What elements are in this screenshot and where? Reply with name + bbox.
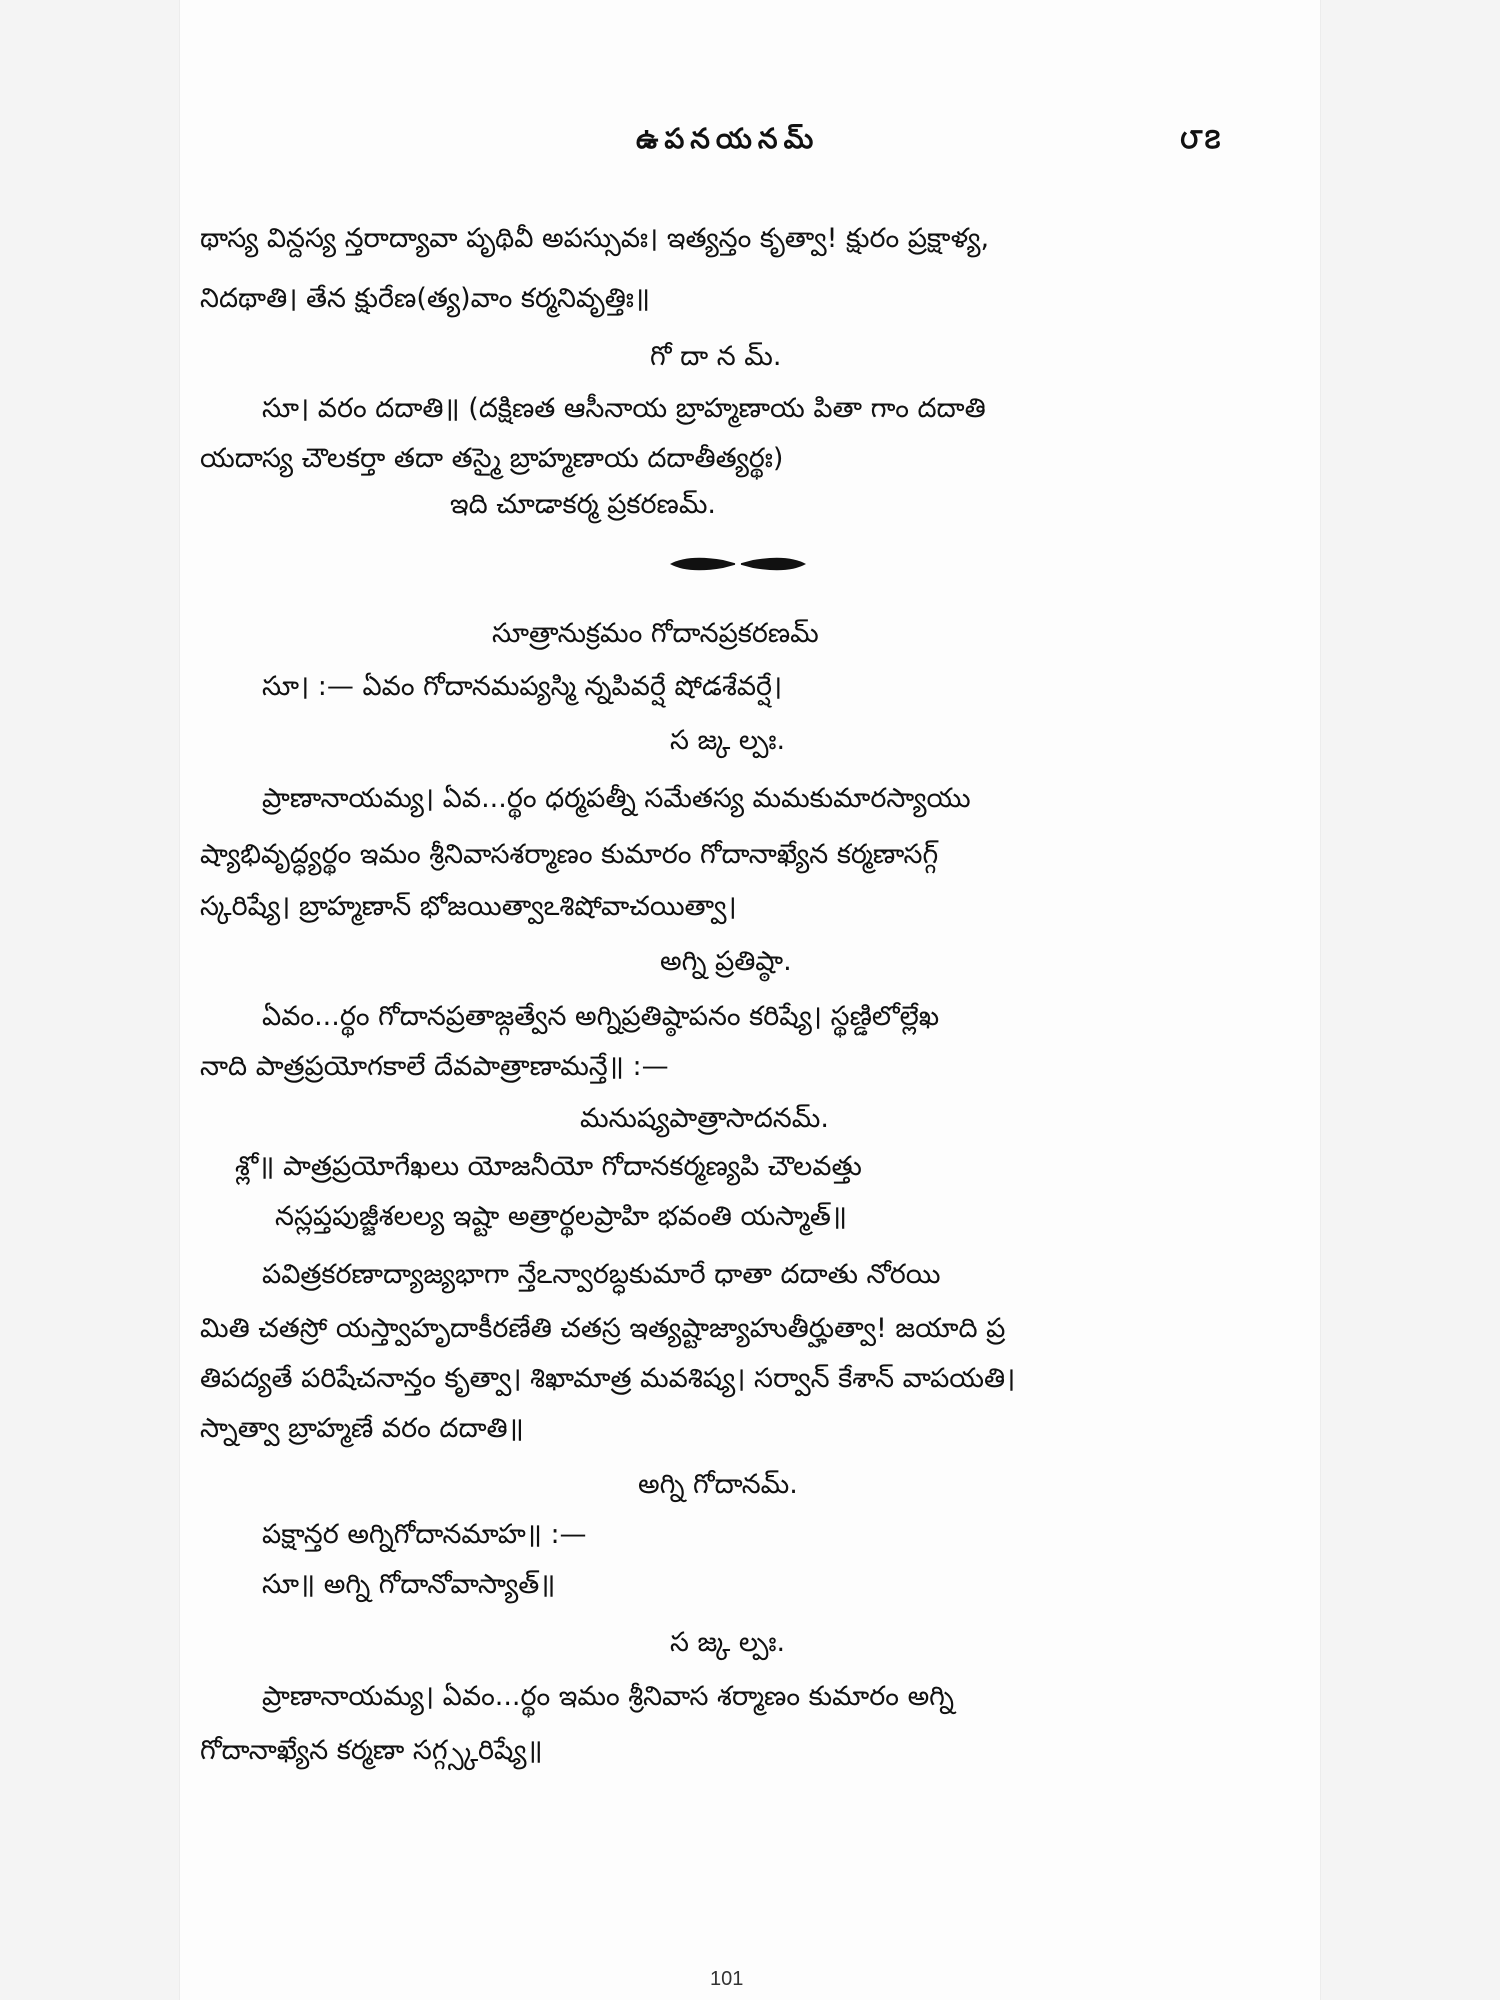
section-heading: మనుష్యపాత్రాసాదనమ్.	[580, 1103, 829, 1134]
text-line: సూ। వరం దదాతి॥ (దక్షిణత ఆసీనాయ బ్రాహ్మణాయ పితా గాం దదాతి	[262, 393, 986, 424]
sutra-line: సూ॥ అగ్ని గోదానోవాస్యాత్॥	[262, 1569, 556, 1600]
running-header-page-code: ౮౭	[1180, 122, 1223, 155]
ornament-divider	[668, 552, 808, 576]
text-line: పక్షాన్తర అగ్నిగోదానమాహ॥ :—	[262, 1519, 587, 1550]
text-line: స్నాత్వా బ్రాహ్మణే వరం దదాతి॥	[200, 1413, 524, 1444]
sloka-line: శ్లో॥ పాత్రప్రయోగేఖలు యోజనీయో గోదానకర్మణ్యపి చౌలవత్తు	[235, 1151, 862, 1182]
section-heading: స జ్క ల్పః.	[670, 725, 786, 756]
text-line: ష్యాభివృద్ధ్యర్థం ఇమం శ్రీనివాసశర్మాణం కుమారం గోదానాఖ్యేన కర్మణాసగ్గ్	[200, 839, 939, 870]
text-line: నాది పాత్రప్రయోగకాలే దేవపాత్రాణామన్తే॥ :—	[200, 1051, 669, 1082]
text-line: నిదథాతి। తేన క్షురేణ(త్య)వాం కర్మనివృత్తిః॥	[200, 283, 651, 314]
text-line: యదాస్య చౌలకర్తా తదా తస్మై బ్రాహ్మణాయ దదాతీత్యర్థః)	[200, 443, 784, 474]
section-heading: స జ్క ల్పః.	[670, 1627, 786, 1658]
sloka-line: నస్లప్తపుజ్జీశలల్య ఇష్టా అత్రార్థలప్రాహి భవంతి యస్మాత్॥	[275, 1201, 848, 1232]
text-line: గోదానాఖ్యేన కర్మణా సగ్గ్స్కరిష్యే॥	[200, 1735, 543, 1766]
section-heading: అగ్ని గోదానమ్.	[638, 1469, 798, 1500]
text-line: ఏవం...ర్థం గోదానప్రతాజ్గత్వేన అగ్నిప్రతిష్ఠాపనం కరిష్యే। స్థణ్డిలోల్లేఖ	[262, 1001, 940, 1032]
running-header-title: ఉపనయనమ్	[636, 122, 820, 155]
text-line: తిపద్యతే పరిషేచనాన్తం కృత్వా। శిఖామాత్ర మవశిష్య। సర్వాన్ కేశాన్ వాపయతి।	[200, 1363, 1016, 1394]
text-line: ప్రాణానాయమ్య। ఏవం...ర్థం ఇమం శ్రీనివాస శర్మాణం కుమారం అగ్ని	[262, 1681, 954, 1712]
book-page	[180, 0, 1320, 2000]
section-heading: సూత్రానుక్రమం గోదానప్రకరణమ్	[492, 618, 819, 649]
text-line: స్కరిష్యే। బ్రాహ్మణాన్ భోజయిత్వాఽశిషోవాచయిత్వా।	[200, 891, 737, 922]
text-line: ప్రాణానాయమ్య। ఏవ...ర్థం ధర్మపత్నీ సమేతస్య మమకుమారస్యాయు	[262, 783, 971, 814]
text-line: మితి చతస్రో యస్త్వాహృదాకీరణేతి చతస్ర ఇత్యష్టాజ్యాహుతీర్హుత్వా! జయాది ప్ర	[200, 1313, 1006, 1344]
page-number: 101	[710, 1968, 744, 1990]
sutra-line: సూ। :— ఏవం గోదానమప్యస్మి న్నపివర్షే షోడశేవర్షే।	[262, 671, 783, 702]
section-closing: ఇది చూడాకర్మ ప్రకరణమ్.	[450, 489, 716, 520]
section-heading: గో దా న మ్.	[650, 341, 782, 372]
text-line: పవిత్రకరణాద్యాజ్యభాగా న్తేఽన్వారబ్ధకుమారే ధాతా దదాతు నోరయి	[262, 1259, 941, 1290]
text-line: థాస్య విన్దస్య న్తరాద్యావా పృథివీ అపస్సువః। ఇత్యన్తం కృత్వా! క్షురం ప్రక్షాళ్య,	[200, 223, 990, 254]
section-heading: అగ్ని ప్రతిష్ఠా.	[660, 946, 792, 977]
